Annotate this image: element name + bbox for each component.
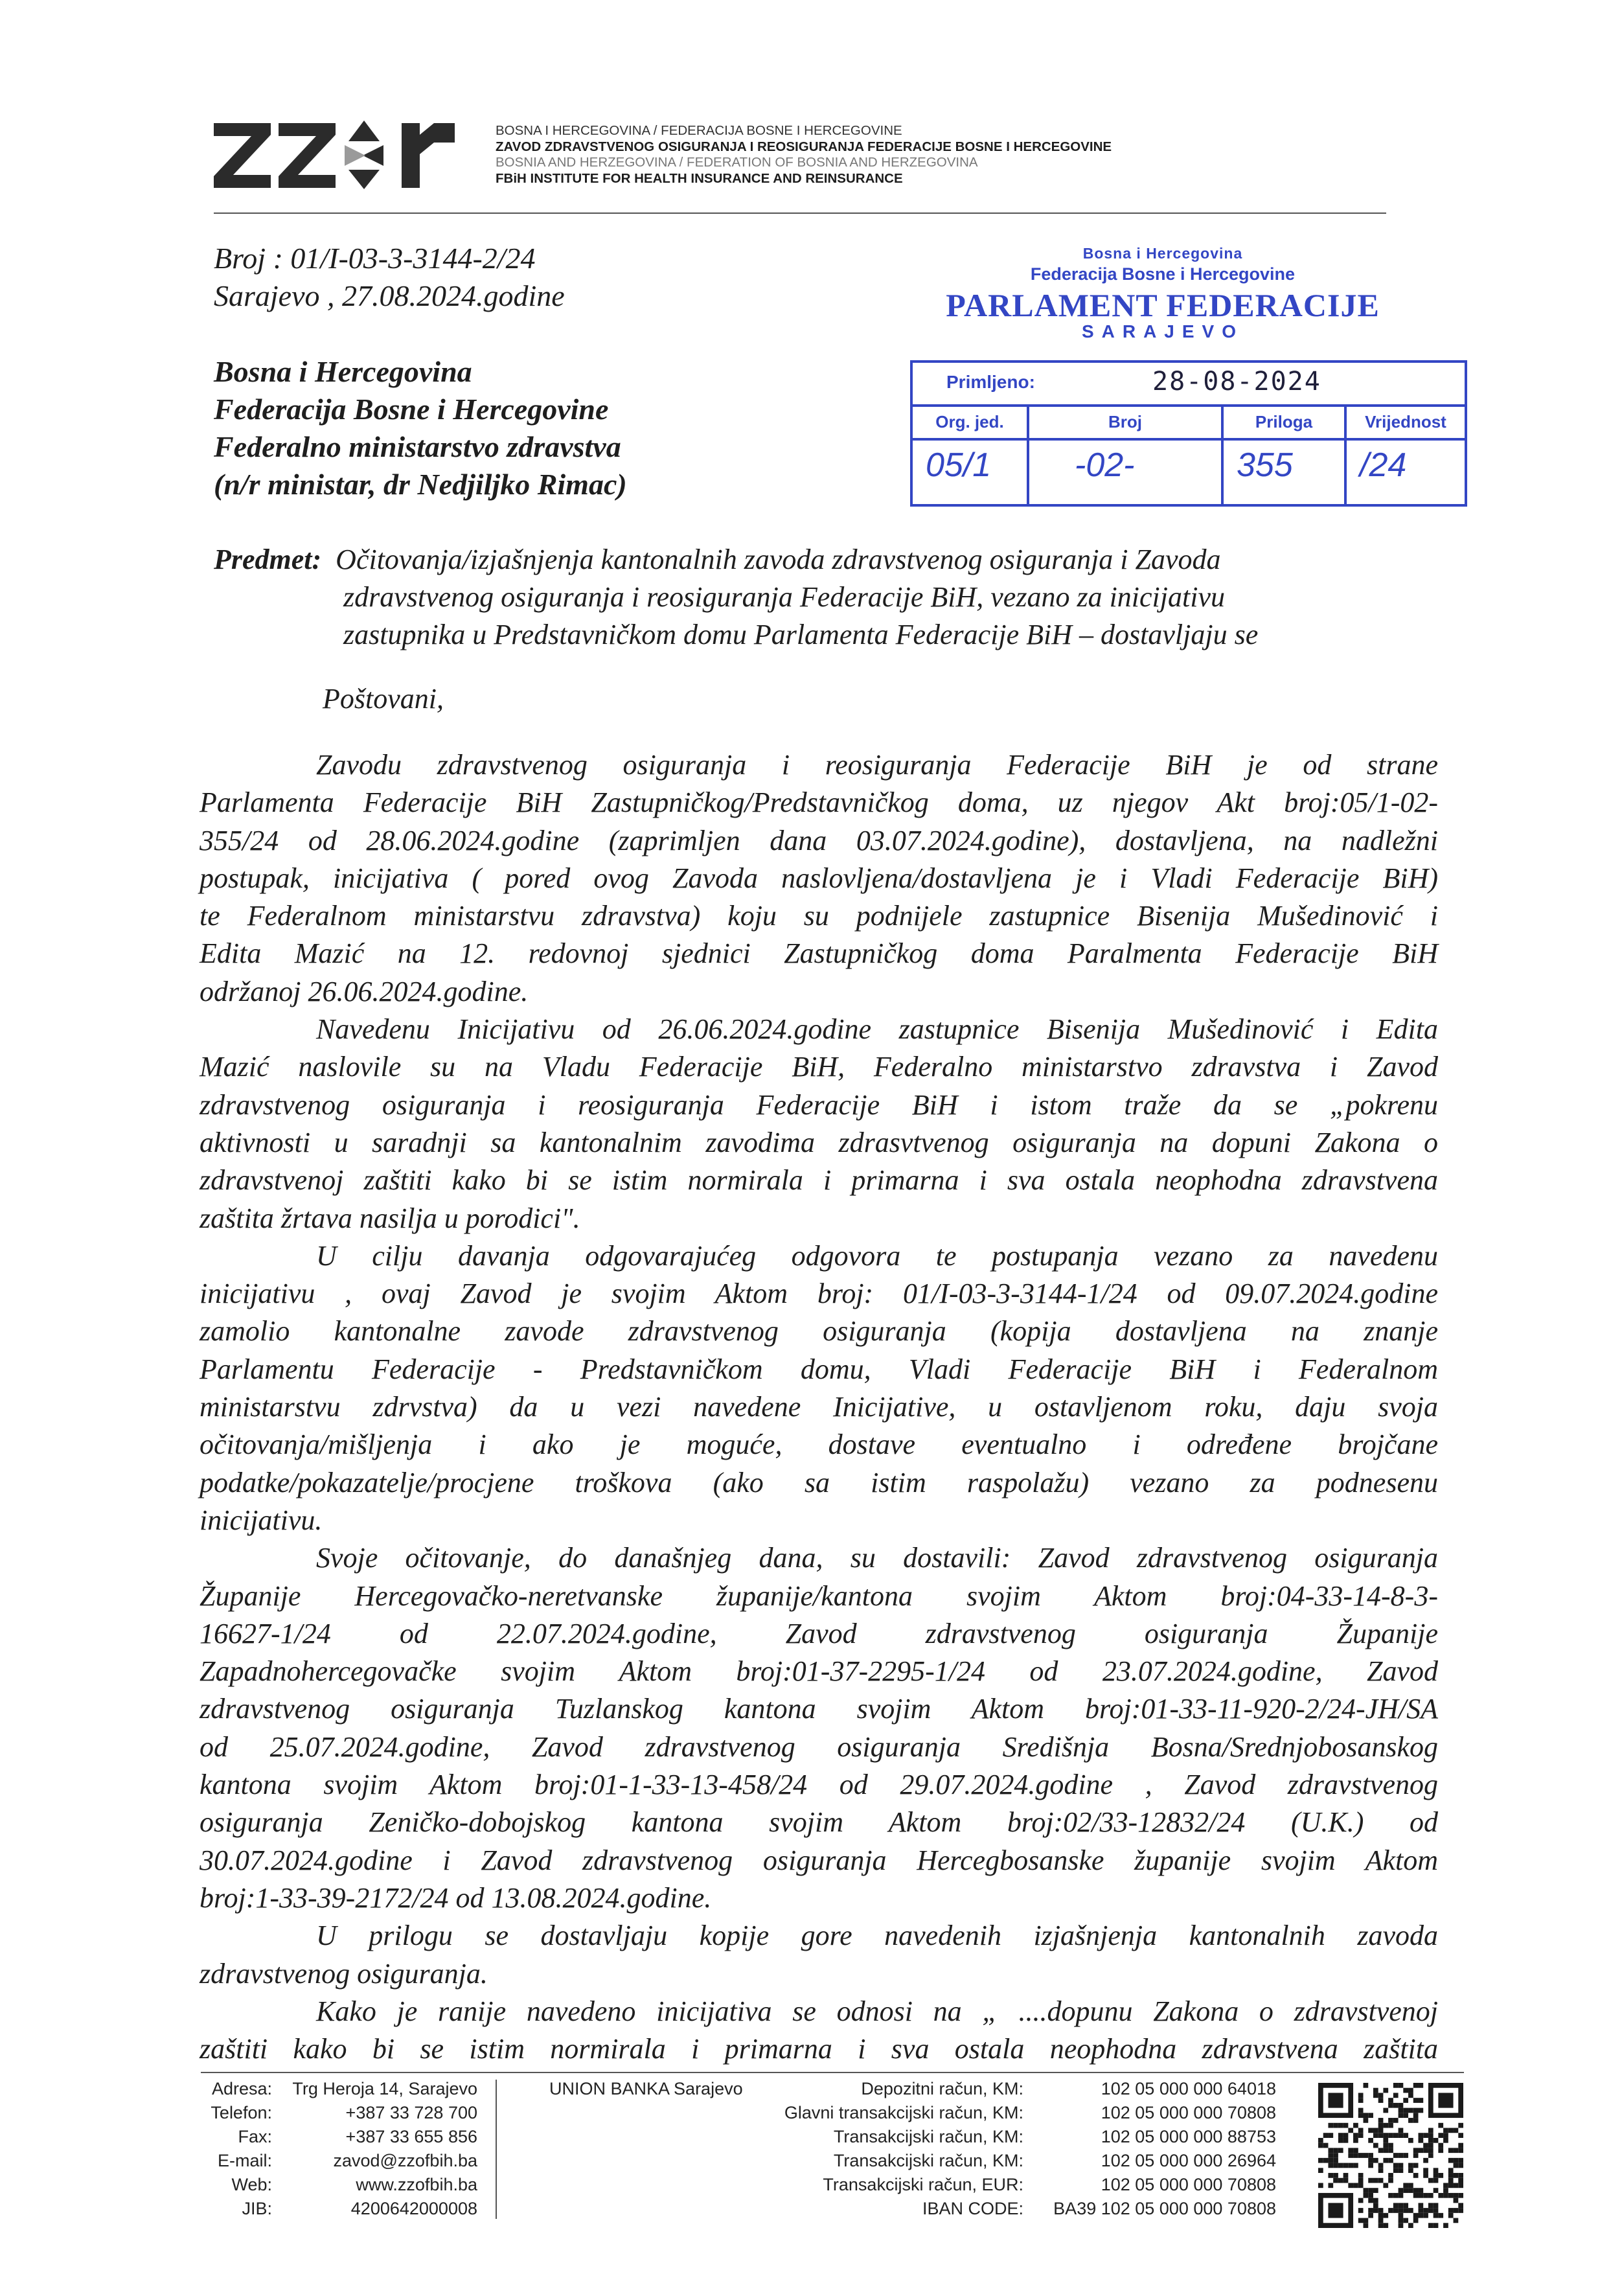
body-line: očitovanja/mišljenja i ako je moguće, dostave eventualno i određene brojčane <box>200 1429 1438 1461</box>
stamp-col-org: Org. jed. <box>913 407 1029 438</box>
body-line: Parlamentu Federacije - Predstavničkom domu, Vladi Federacije BiH i Federalnom <box>200 1353 1438 1385</box>
footer-account-value: 102 05 000 000 26964 <box>1101 2151 1276 2170</box>
body-line: 16627-1/24 od 22.07.2024.godine, Zavod zdravstvenog osiguranja Županije <box>200 1617 1438 1649</box>
reference-number: Broj : 01/I-03-3-3144-2/24 <box>214 242 536 275</box>
subject-block <box>214 541 1438 654</box>
body-line: aktivnosti u saradnji sa kantonalnim zavodima zdrasvtvenog osiguranja na dopuni Zakona o <box>200 1126 1438 1158</box>
stamp-received-row <box>913 363 1465 407</box>
body-line: kantona svojim Aktom broj:01-1-33-13-458/24 od 29.07.2024.godine , Zavod zdravstvenog <box>200 1769 1438 1801</box>
letter-body <box>200 746 1438 2068</box>
letterhead-text <box>496 123 1112 187</box>
stamp-value-priloga: 355 <box>1237 446 1293 484</box>
reference-place-date: Sarajevo , 27.08.2024.godine <box>214 279 565 312</box>
institute-logo <box>214 115 473 192</box>
body-line: broj:1-33-39-2172/24 od 13.08.2024.godine. <box>200 1881 712 1914</box>
subject-line-3: zastupnika u Predstavničkom domu Parlamenta Federacije BiH – dostavljaju se <box>343 619 1259 650</box>
body-line: Zapadnohercegovačke svojim Aktom broj:01-37-2295-1/24 od 23.07.2024.godine, Zavod <box>200 1655 1438 1688</box>
reference-block <box>214 240 565 315</box>
body-line: 30.07.2024.godine i Zavod zdravstvenog osiguranja Hercegbosanske županije svojim Aktom <box>200 1844 1438 1876</box>
body-line: postupak, inicijativa ( pored ovog Zavoda naslovljena/dostavljena je i Vladi Federacije BiH) <box>200 862 1438 894</box>
body-line: 355/24 od 28.06.2024.godine (zaprimljen dana 03.07.2024.godine), dostavljena, na nadležni <box>200 824 1438 856</box>
stamp-col-vrijednost: Vrijednost <box>1365 412 1446 431</box>
footer-account-values <box>1040 2077 1276 2221</box>
footer-account-label: Transakcijski račun, EUR: <box>823 2175 1023 2194</box>
addressee-block <box>214 353 627 503</box>
addressee-line-2: Federacija Bosne i Hercegovine <box>214 393 609 426</box>
subject-label: Predmet: <box>214 544 322 575</box>
body-line: zdravstvenog osiguranja. <box>200 1957 488 1990</box>
footer-label: Fax: <box>238 2127 272 2146</box>
letterhead-divider <box>214 212 1386 214</box>
body-line: Mazić naslovile su na Vladu Federacije BiH, Federalno ministarstvo zdravstva i Zavod <box>200 1051 1438 1083</box>
stamp-received-label: Primljeno: <box>946 372 1035 392</box>
footer-account-label: Depozitni račun, KM: <box>861 2079 1023 2098</box>
body-line: Parlamenta Federacije BiH Zastupničkog/Predstavničkog doma, uz njegov Akt broj:05/1-02- <box>200 786 1438 819</box>
body-line: Zavodu zdravstvenog osiguranja i reosiguranja Federacije BiH je od strane <box>316 749 1438 781</box>
body-line: Kako je ranije navedeno inicijativa se odnosi na „ ....dopunu Zakona o zdravstvenoj <box>316 1995 1438 2027</box>
footer-account-value: 102 05 000 000 70808 <box>1101 2175 1276 2194</box>
body-line: Svoje očitovanje, do današnjeg dana, su dostavili: Zavod zdravstvenog osiguranja <box>316 1542 1438 1574</box>
footer-account-labels <box>745 2077 1023 2221</box>
body-line: U cilju davanja odgovarajućeg odgovora te postupanja vezano za navedenu <box>316 1239 1438 1272</box>
footer-account-value: 102 05 000 000 64018 <box>1101 2079 1276 2098</box>
footer-label: E-mail: <box>217 2151 272 2170</box>
stamp-col-broj: Broj <box>1029 407 1224 438</box>
subject-line-2: zdravstvenog osiguranja i reosiguranja Federacije BiH, vezano za inicijativu <box>343 581 1225 613</box>
body-line: zaštiti kako bi se istim normirala i primarna i sva ostala neophodna zdravstvena zaštita <box>200 2033 1438 2065</box>
body-line: te Federalnom ministarstvu zdravstva) koju su podnijele zastupnice Bisenija Mušedinović i <box>200 900 1438 932</box>
body-line: od 25.07.2024.godine, Zavod zdravstvenog osiguranja Središnja Bosna/Srednjobosanskog <box>200 1730 1438 1763</box>
footer-account-label: IBAN CODE: <box>922 2199 1023 2218</box>
stamp-value-vrijednost: /24 <box>1360 446 1407 484</box>
footer-email: zavod@zzofbih.ba <box>333 2151 477 2170</box>
footer-account-label: Transakcijski račun, KM: <box>833 2127 1023 2146</box>
addressee-line-4: (n/r ministar, dr Nedjiljko Rimac) <box>214 468 627 501</box>
letterhead-line-1: BOSNA I HERCEGOVINA / FEDERACIJA BOSNE I HERCEGOVINE <box>496 123 902 138</box>
stamp-header-row <box>913 407 1465 441</box>
body-line: inicijativu. <box>200 1504 323 1536</box>
footer-contact-values <box>288 2077 477 2221</box>
footer-phone: +387 33 728 700 <box>345 2103 477 2122</box>
qr-code <box>1318 2083 1463 2228</box>
footer-contact-labels <box>201 2077 272 2221</box>
greeting: Poštovani, <box>323 683 444 715</box>
body-line: Navedenu Inicijativu od 26.06.2024.godine zastupnice Bisenija Mušedinović i Edita <box>316 1013 1438 1046</box>
footer-fax: +387 33 655 856 <box>345 2127 477 2146</box>
footer-account-value: 102 05 000 000 70808 <box>1101 2103 1276 2122</box>
body-line: ministarstvu zdrvstva) da u vezi navedene Inicijative, u ostavljenom roku, daju svoja <box>200 1391 1438 1423</box>
footer-label: JIB: <box>242 2199 272 2218</box>
body-line: zdravstvenog osiguranja i reosiguranja Federacije BiH i istom traže da se „pokrenu <box>200 1088 1438 1121</box>
body-line: Županije Hercegovačko-neretvanske županije/kantona svojim Aktom broj:04-33-14-8-3- <box>200 1579 1438 1612</box>
addressee-line-3: Federalno ministarstvo zdravstva <box>214 430 621 463</box>
footer-address: Trg Heroja 14, Sarajevo <box>292 2079 477 2098</box>
stamp-value-broj: -02- <box>1075 446 1135 484</box>
body-line: zdravstvenoj zaštiti kako bi se istim normirala i primarna i sva ostala neophodna zdravstvena <box>200 1164 1438 1197</box>
letterhead-line-3: BOSNIA AND HERZEGOVINA / FEDERATION OF BOSNIA AND HERZEGOVINA <box>496 155 978 170</box>
body-line: održanoj 26.06.2024.godine. <box>200 975 529 1007</box>
footer-jib: 4200642000008 <box>350 2199 477 2218</box>
footer-label: Web: <box>231 2175 272 2194</box>
stamp-line-4: SARAJEVO <box>1081 321 1244 341</box>
footer-web: www.zzofbih.ba <box>356 2175 477 2194</box>
body-line: zaštita žrtava nasilja u porodici". <box>200 1202 580 1234</box>
footer-separator <box>496 2080 497 2219</box>
receipt-stamp <box>910 245 1480 511</box>
body-line: zdravstvenog osiguranja Tuzlanskog kantona svojim Aktom broj:01-33-11-920-2/24-JH/SA <box>200 1693 1438 1725</box>
addressee-line-1: Bosna i Hercegovina <box>214 355 472 388</box>
stamp-value-org: 05/1 <box>926 446 992 484</box>
stamp-line-3: PARLAMENT FEDERACIJE <box>946 287 1380 323</box>
footer-divider <box>201 2072 1464 2073</box>
body-line: Edita Mazić na 12. redovnoj sjednici Zastupničkog doma Paralmenta Federacije BiH <box>200 937 1438 970</box>
footer-bank-name: UNION BANKA Sarajevo <box>549 2079 743 2098</box>
body-line: podatke/pokazatelje/procjene troškova (ako sa istim raspolažu) vezano za podnesenu <box>200 1466 1438 1498</box>
stamp-line-1: Bosna i Hercegovina <box>1082 245 1243 262</box>
footer-label: Telefon: <box>211 2103 272 2122</box>
letterhead-line-2: ZAVOD ZDRAVSTVENOG OSIGURANJA I REOSIGURANJA FEDERACIJE BOSNE I HERCEGOVINE <box>496 139 1112 154</box>
letterhead-line-4: FBiH INSTITUTE FOR HEALTH INSURANCE AND REINSURANCE <box>496 170 903 186</box>
stamp-received-date: 28-08-2024 <box>1152 367 1321 396</box>
footer-iban: BA39 102 05 000 000 70808 <box>1053 2199 1276 2218</box>
body-line: osiguranja Zeničko-dobojskog kantona svojim Aktom broj:02/33-12832/24 (U.K.) od <box>200 1806 1438 1839</box>
footer-label: Adresa: <box>211 2079 272 2098</box>
body-line: zamolio kantonalne zavode zdravstvenog osiguranja (kopija dostavljena na znanje <box>200 1315 1438 1348</box>
body-line: U prilogu se dostavljaju kopije gore navedenih izjašnjenja kantonalnih zavoda <box>316 1920 1438 1952</box>
stamp-table <box>910 360 1467 507</box>
stamp-line-2: Federacija Bosne i Hercegovine <box>1030 264 1296 284</box>
subject-line-1: Očitovanja/izjašnjenja kantonalnih zavoda zdravstvenog osiguranja i Zavoda <box>336 544 1221 575</box>
stamp-col-priloga: Priloga <box>1224 407 1347 438</box>
footer-account-label: Transakcijski račun, KM: <box>833 2151 1023 2170</box>
footer-account-value: 102 05 000 000 88753 <box>1101 2127 1276 2146</box>
footer-account-label: Glavni transakcijski račun, KM: <box>784 2103 1023 2122</box>
body-line: inicijativu , ovaj Zavod je svojim Aktom broj: 01/I-03-3-3144-1/24 od 09.07.2024.godine <box>200 1278 1438 1310</box>
